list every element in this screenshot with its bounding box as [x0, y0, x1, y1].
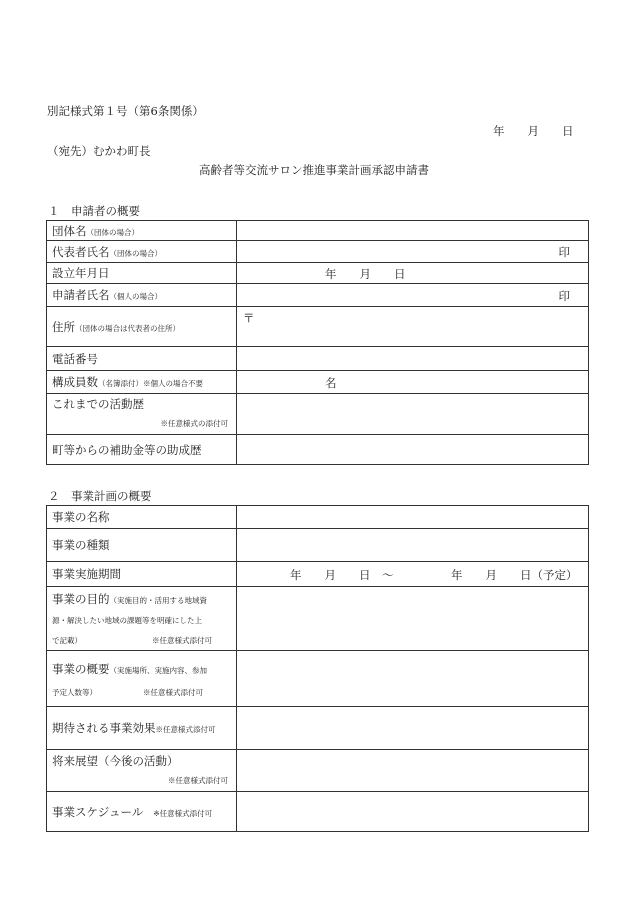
plan-table	[46, 505, 589, 832]
overview-label: 事業の概要	[52, 662, 110, 676]
address-note: （団体の場合は代表者の住所）	[75, 323, 180, 333]
purpose-note1: （実施目的・活用する地域資	[109, 596, 207, 605]
row-history	[47, 394, 589, 435]
addressee: （宛先）むかわ町長	[47, 144, 151, 158]
effect-label: 期待される事業効果	[52, 721, 156, 735]
phone-field[interactable]	[237, 347, 589, 371]
established-label: 設立年月日	[47, 263, 237, 284]
established-date: 年 月 日	[325, 267, 406, 281]
row-established	[47, 263, 589, 284]
members-field[interactable]	[237, 371, 589, 394]
row-phone	[47, 347, 589, 371]
overview-note1: （実施場所、実施内容、参加	[109, 666, 207, 675]
section2-heading: ２ 事業計画の概要	[48, 489, 152, 503]
form-number: 別記様式第１号（第6条関係）	[47, 104, 204, 118]
phone-label: 電話番号	[47, 347, 237, 371]
purpose-label: 事業の目的	[52, 592, 110, 606]
row-plan-name	[47, 506, 589, 529]
plan-purpose-field[interactable]	[237, 587, 589, 651]
purpose-note3: で記載）	[52, 636, 82, 645]
section1-heading: １ 申請者の概要	[48, 204, 140, 218]
members-unit: 名	[325, 376, 337, 390]
plan-effect-field[interactable]	[237, 707, 589, 750]
row-rep-name	[47, 241, 589, 263]
schedule-note: ※任意様式添付可	[153, 808, 213, 818]
group-name-field[interactable]	[237, 221, 589, 241]
row-plan-future	[47, 750, 589, 792]
date-line: 年 月 日	[493, 124, 574, 138]
row-applicant-name	[47, 284, 589, 307]
plan-future-field[interactable]	[237, 750, 589, 792]
plan-overview-field[interactable]	[237, 651, 589, 707]
row-address	[47, 307, 589, 347]
rep-name-field[interactable]	[237, 241, 589, 263]
row-plan-schedule	[47, 792, 589, 832]
group-name-note: （団体の場合）	[86, 227, 139, 237]
future-label: 将来展望（今後の活動）	[52, 753, 179, 768]
row-plan-purpose	[47, 587, 589, 651]
page-title: 高齢者等交流サロン推進事業計画承認申請書	[199, 163, 429, 177]
members-note: （名簿添付）※個人の場合不要	[98, 379, 203, 388]
row-plan-period	[47, 562, 589, 587]
applicant-name-note: （個人の場合）	[109, 292, 162, 301]
group-name-label: 団体名	[52, 223, 87, 238]
postal-mark: 〒	[243, 311, 255, 325]
history-label: これまでの活動歴	[52, 397, 144, 411]
row-subsidy	[47, 435, 589, 465]
subsidy-field[interactable]	[237, 435, 589, 465]
purpose-note4: ※任意様式添付可	[152, 636, 212, 645]
purpose-note2: 源・解決したい地域の課題等を明確にした上	[52, 616, 202, 625]
address-label: 住所	[52, 319, 75, 334]
established-field[interactable]	[237, 263, 589, 284]
plan-period-label: 事業実施期間	[47, 562, 237, 587]
row-group-name	[47, 221, 589, 241]
schedule-label: 事業スケジュール	[52, 804, 144, 819]
overview-note2: 予定人数等）	[52, 688, 97, 697]
applicant-name-field[interactable]	[237, 284, 589, 307]
plan-name-label: 事業の名称	[47, 506, 237, 529]
overview-note3: ※任意様式添付可	[143, 688, 203, 697]
row-plan-type	[47, 529, 589, 562]
plan-type-label: 事業の種類	[47, 529, 237, 562]
applicant-seal-mark: 印	[558, 289, 570, 303]
plan-period-value: 年 月 日 ～ 年 月 日（予定）	[290, 568, 578, 582]
future-note: ※任意様式添付可	[168, 775, 228, 785]
rep-name-label: 代表者氏名	[52, 244, 110, 259]
plan-period-field[interactable]	[237, 562, 589, 587]
history-note: ※任意様式の添付可	[160, 419, 228, 428]
effect-note: ※任意様式添付可	[155, 725, 216, 734]
plan-name-field[interactable]	[237, 506, 589, 529]
subsidy-label: 町等からの補助金等の助成歴	[47, 435, 237, 465]
plan-type-field[interactable]	[237, 529, 589, 562]
history-field[interactable]	[237, 394, 589, 435]
members-label: 構成員数	[52, 375, 98, 389]
applicant-name-label: 申請者氏名	[52, 288, 110, 302]
rep-name-note: （団体の場合）	[109, 248, 162, 258]
address-field[interactable]	[237, 307, 589, 347]
row-plan-overview	[47, 651, 589, 707]
row-members	[47, 371, 589, 394]
row-plan-effect	[47, 707, 589, 750]
plan-schedule-field[interactable]	[237, 792, 589, 832]
applicant-table	[46, 220, 589, 465]
rep-seal-mark: 印	[558, 245, 570, 259]
